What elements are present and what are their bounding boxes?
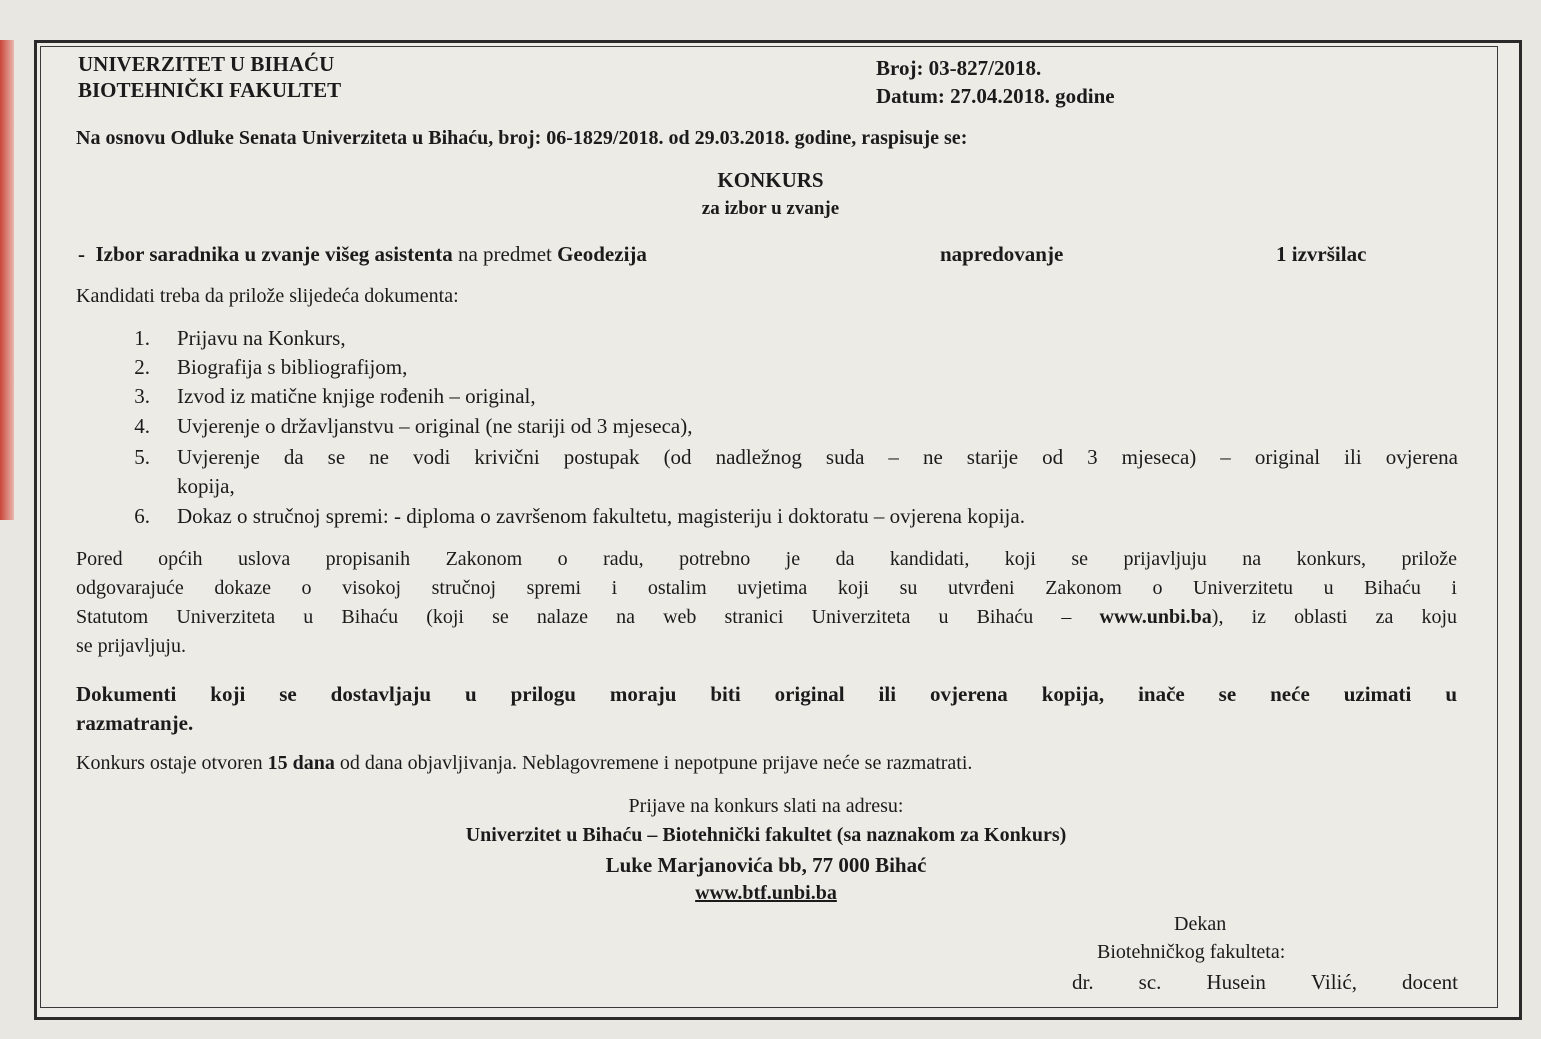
page-subtitle: za izbor u zvanje: [701, 198, 840, 219]
list-number: 1.: [134, 326, 150, 350]
conditions-line: odgovarajuće dokaze o visokoj stručnoj spremi i ostalim uvjetima koji su utvrđeni Zakonom o Univerzitetu u Bihaću i: [76, 577, 1457, 599]
faculty-name: BIOTEHNIČKI FAKULTET: [78, 78, 342, 102]
signature-name-part: docent: [1402, 970, 1458, 994]
list-item: Prijavu na Konkurs,: [177, 326, 346, 350]
position-count: 1 izvršilac: [1276, 242, 1367, 266]
list-item: Uvjerenje o državljanstvu – original (ne stariji od 3 mjeseca),: [177, 414, 693, 438]
list-item: Uvjerenje da se ne vodi krivični postupak (od nadležnog suda – ne starije od 3 mjeseca) – original ili ovjerena: [177, 445, 1458, 469]
deadline-text: Konkurs ostaje otvoren: [76, 752, 263, 774]
list-number: 6.: [134, 504, 150, 528]
deadline-text: od dana objavljivanja. Neblagovremene i nepotpune prijave neće se razmatrati.: [339, 752, 973, 774]
university-name: UNIVERZITET U BIHAĆU: [78, 52, 335, 76]
conditions-paragraph: [76, 545, 1457, 661]
notice-line: Dokumenti koji se dostavljaju u prilogu moraju biti original ili ovjerena kopija, inače se neće uzimati u: [76, 682, 1457, 706]
conditions-line: [76, 603, 1457, 632]
conditions-text: ), iz oblasti za koju: [1211, 606, 1458, 628]
signature-name-part: Vilić,: [1310, 970, 1357, 994]
conditions-line: Pored općih uslova propisanih Zakonom o radu, potrebno je da kandidati, koji se prijavljuju na konkurs, prilože: [76, 548, 1457, 570]
position-type: napredovanje: [940, 242, 1064, 266]
page-title: KONKURS: [717, 168, 824, 192]
notice-paragraph: [76, 680, 1457, 738]
list-number: 5.: [134, 445, 150, 469]
position-subject: Geodezija: [557, 242, 647, 266]
list-item: Biografija s bibliografijom,: [177, 355, 408, 379]
address-web-row: [0, 882, 1532, 905]
list-number: 3.: [134, 384, 150, 408]
address-line: Luke Marjanovića bb, 77 000 Bihać: [605, 853, 927, 877]
list-number: 2.: [134, 355, 150, 379]
position-dash: -: [78, 242, 85, 266]
conditions-text: Statutom Univerziteta u Bihaću (koji se nalaze na web stranici Univerziteta u Bihaću –: [76, 606, 1072, 628]
address-line: Univerzitet u Bihaću – Biotehnički fakultet (sa naznakom za Konkurs): [465, 824, 1067, 846]
signature-name: [1072, 970, 1458, 995]
document-number: Broj: 03-827/2018.: [876, 56, 1042, 80]
document-date: Datum: 27.04.2018. godine: [876, 84, 1115, 108]
faculty-website-link[interactable]: www.btf.unbi.ba: [695, 882, 837, 904]
preamble: Na osnovu Odluke Senata Univerziteta u Bihaću, broj: 06-1829/2018. od 29.03.2018. godine, raspisuje se:: [76, 127, 968, 149]
deadline-days: 15 dana: [267, 752, 335, 774]
documents-intro: Kandidati treba da prilože slijedeća dokumenta:: [76, 285, 459, 307]
signature-name-part: Husein: [1206, 970, 1266, 994]
list-item-continuation: kopija,: [177, 474, 235, 498]
signature-name-part: sc.: [1138, 970, 1162, 994]
signature-name-part: dr.: [1072, 970, 1094, 994]
list-item: Izvod iz matične knjige rođenih – original,: [177, 384, 536, 408]
conditions-line: se prijavljuju.: [76, 635, 186, 657]
signature-role: Dekan: [1174, 913, 1227, 935]
position-rest: na predmet: [457, 242, 552, 266]
address-intro: Prijave na konkurs slati na adresu:: [628, 795, 904, 817]
position-title: Izbor saradnika u zvanje višeg asistenta: [95, 242, 453, 266]
notice-line: razmatranje.: [76, 711, 194, 735]
signature-faculty: Biotehničkog fakulteta:: [1097, 941, 1286, 963]
list-item: Dokaz o stručnoj spremi: - diploma o završenom fakultetu, magisteriju i doktoratu – ovjerena kopija.: [177, 504, 1025, 528]
deadline-line: [76, 752, 972, 775]
position-line: [78, 242, 647, 267]
university-url[interactable]: www.unbi.ba: [1099, 606, 1212, 628]
list-number: 4.: [134, 414, 150, 438]
red-page-edge: [0, 40, 14, 520]
